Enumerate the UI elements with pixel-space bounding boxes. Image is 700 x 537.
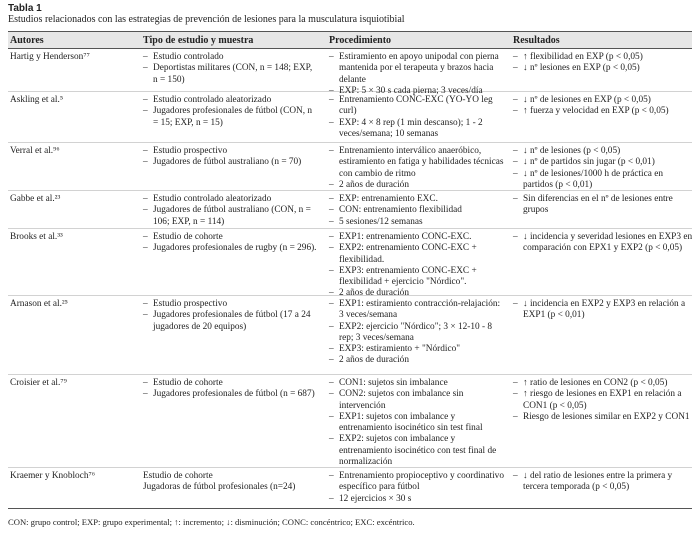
- result-item: – ↓ nº de lesiones/1000 h de práctica en partidos (p < 0,01): [513, 169, 693, 192]
- table-row: [8, 468, 692, 509]
- procedure-item: – 2 años de duración: [329, 288, 507, 299]
- procedure-item: – EXP3: entrenamiento CONC-EXC + flexibilidad + ejercicio "Nórdico".: [329, 266, 507, 289]
- table-footnote: CON: grupo control; EXP: grupo experimental; ↑: incremento; ↓: disminución; CONC: concéntrico; EXC: excéntrico.: [8, 517, 415, 527]
- procedure-cell: [329, 471, 507, 505]
- study-cell: [143, 378, 318, 401]
- study-item: – Estudio de cohorte: [143, 232, 318, 243]
- procedure-item: – Entrenamiento interválico anaeróbico, estiramiento en fatiga y habilidades técnicas con cambio de ritmo: [329, 146, 507, 180]
- study-item: – Estudio controlado aleatorizado: [143, 95, 318, 106]
- table-row: [8, 92, 692, 143]
- results-cell: [513, 95, 693, 118]
- procedure-item: – CON: entrenamiento flexibilidad: [329, 205, 507, 216]
- author-cell: Brooks et al.³³: [10, 232, 63, 242]
- procedure-item: – Estiramiento en apoyo unipodal con pierna mantenida por el terapeuta y brazos hacia delante: [329, 52, 507, 86]
- study-item: – Jugadores profesionales de fútbol (CON, n = 15; EXP, n = 15): [143, 106, 318, 129]
- study-item: – Estudio de cohorte: [143, 378, 318, 389]
- procedure-item: – EXP: entrenamiento EXC.: [329, 194, 507, 205]
- header-procedimiento: Procedimiento: [329, 35, 392, 46]
- study-item: – Jugadores profesionales de fútbol (n = 687): [143, 389, 318, 400]
- results-cell: [513, 378, 693, 423]
- author-cell: Kraemer y Knobloch⁷⁶: [10, 471, 95, 481]
- study-cell: [143, 146, 318, 169]
- procedure-item: – CON1: sujetos sin imbalance: [329, 378, 507, 389]
- procedure-cell: [329, 299, 507, 367]
- author-cell: Verral et al.⁹⁶: [10, 146, 60, 156]
- header-autores: Autores: [10, 35, 44, 46]
- table-row: [8, 375, 692, 468]
- result-item: – ↓ del ratio de lesiones entre la primera y tercera temporada (p < 0,05): [513, 471, 693, 494]
- procedure-cell: [329, 95, 507, 140]
- result-item: – ↑ ratio de lesiones en CON2 (p < 0,05): [513, 378, 693, 389]
- procedure-item: – Entrenamiento CONC-EXC (YO-YO leg curl): [329, 95, 507, 118]
- header-resultados: Resultados: [513, 35, 560, 46]
- result-item: – ↓ incidencia y severidad lesiones en EXP3 en comparación con EPX1 y EXP2 (p < 0,05): [513, 232, 693, 255]
- procedure-item: – EXP3: estiramiento + "Nórdico": [329, 344, 507, 355]
- results-cell: [513, 232, 693, 255]
- result-item: – ↓ nº de partidos sin jugar (p < 0,01): [513, 157, 693, 168]
- procedure-cell: [329, 378, 507, 468]
- result-item: – ↑ riesgo de lesiones en EXP1 en relación a CON1 (p < 0,05): [513, 389, 693, 412]
- table-row: [8, 296, 692, 375]
- result-item: – ↑ flexibilidad en EXP (p < 0,05): [513, 52, 693, 63]
- study-cell: [143, 299, 318, 333]
- author-cell: Gabbe et al.²³: [10, 194, 61, 204]
- procedure-cell: [329, 232, 507, 300]
- study-item: Jugadoras de fútbol profesionales (n=24): [143, 482, 296, 493]
- study-item: – Jugadores de fútbol australiano (n = 70): [143, 157, 318, 168]
- result-item: – ↓ nº de lesiones (p < 0,05): [513, 146, 693, 157]
- procedure-cell: [329, 146, 507, 191]
- study-item: – Jugadores de fútbol australiano (CON, n = 106; EXP, n = 114): [143, 205, 318, 228]
- studies-table: [8, 31, 692, 509]
- study-item: – Deportistas militares (CON, n = 148; EXP, n = 150): [143, 63, 318, 86]
- study-cell: [143, 232, 318, 255]
- result-item: – ↑ fuerza y velocidad en EXP (p < 0,05): [513, 106, 693, 117]
- procedure-item: – EXP2: ejercicio "Nórdico"; 3 × 12-10 - 8 rep; 3 veces/semana: [329, 322, 507, 345]
- author-cell: Hartig y Henderson⁷⁷: [10, 52, 90, 62]
- result-item: – ↓ nº lesiones en EXP (p < 0,05): [513, 63, 693, 74]
- table-row: [8, 229, 693, 299]
- table-caption: [8, 3, 405, 25]
- study-item: – Estudio controlado: [143, 52, 318, 63]
- procedure-item: – EXP1: sujetos con imbalance y entrenamiento isocinético sin test final: [329, 412, 507, 435]
- results-cell: [513, 52, 693, 75]
- procedure-item: – EXP2: entrenamiento CONC-EXC + flexibilidad.: [329, 243, 507, 266]
- study-item: – Estudio prospectivo: [143, 146, 318, 157]
- results-cell: [513, 194, 693, 217]
- results-cell: [513, 146, 693, 191]
- study-cell: [143, 194, 318, 228]
- header-tipo-estudio: Tipo de estudio y muestra: [143, 35, 254, 46]
- result-item: – Sin diferencias en el nº de lesiones entre grupos: [513, 194, 693, 217]
- procedure-item: – EXP2: sujetos con imbalance y entrenamiento isocinético con test final de normalización: [329, 434, 507, 468]
- results-cell: [513, 299, 693, 322]
- table-row: [8, 191, 692, 229]
- table-title: Estudios relacionados con las estrategias de prevención de lesiones para la musculatura isquiotibial: [8, 14, 405, 25]
- table-number: Tabla 1: [8, 3, 42, 14]
- procedure-cell: [329, 52, 507, 97]
- procedure-item: – 2 años de duración: [329, 180, 507, 191]
- procedure-item: – 5 sesiones/12 semanas: [329, 217, 507, 228]
- author-cell: Askling et al.⁵: [10, 95, 64, 105]
- procedure-cell: [329, 194, 507, 228]
- procedure-item: – EXP1: entrenamiento CONC-EXC.: [329, 232, 507, 243]
- procedure-item: – 12 ejercicios × 30 s: [329, 494, 507, 505]
- procedure-item: – EXP: 5 × 30 s cada pierna; 3 veces/día: [329, 86, 507, 97]
- study-cell: [143, 471, 318, 494]
- author-cell: Croisier et al.⁷⁹: [10, 378, 67, 388]
- study-item: – Jugadores profesionales de fútbol (17 a 24 jugadores de 20 equipos): [143, 310, 318, 333]
- table-row: [8, 49, 692, 96]
- results-cell: [513, 471, 693, 494]
- procedure-item: – CON2: sujetos con imbalance sin intervención: [329, 389, 507, 412]
- table-row: [8, 143, 692, 191]
- result-item: – ↓ nº de lesiones en EXP (p < 0,05): [513, 95, 693, 106]
- author-cell: Arnason et al.²⁵: [10, 299, 68, 309]
- procedure-item: – EXP: 4 × 8 rep (1 min descanso); 1 - 2 veces/semana; 10 semanas: [329, 118, 507, 141]
- result-item: – Riesgo de lesiones similar en EXP2 y CON1: [513, 412, 693, 423]
- table-header: [8, 32, 692, 49]
- study-cell: [143, 95, 318, 129]
- procedure-item: – EXP1: estiramiento contracción-relajación: 3 veces/semana: [329, 299, 507, 322]
- study-cell: [143, 52, 318, 86]
- study-item: – Estudio controlado aleatorizado: [143, 194, 318, 205]
- procedure-item: – Entrenamiento propioceptivo y coordinativo específico para fútbol: [329, 471, 507, 494]
- result-item: – ↓ incidencia en EXP2 y EXP3 en relación a EXP1 (p < 0,01): [513, 299, 693, 322]
- study-item: Estudio de cohorte: [143, 471, 213, 481]
- study-item: – Estudio prospectivo: [143, 299, 318, 310]
- procedure-item: – 2 años de duración: [329, 355, 507, 366]
- study-item: – Jugadores profesionales de rugby (n = 296).: [143, 243, 318, 254]
